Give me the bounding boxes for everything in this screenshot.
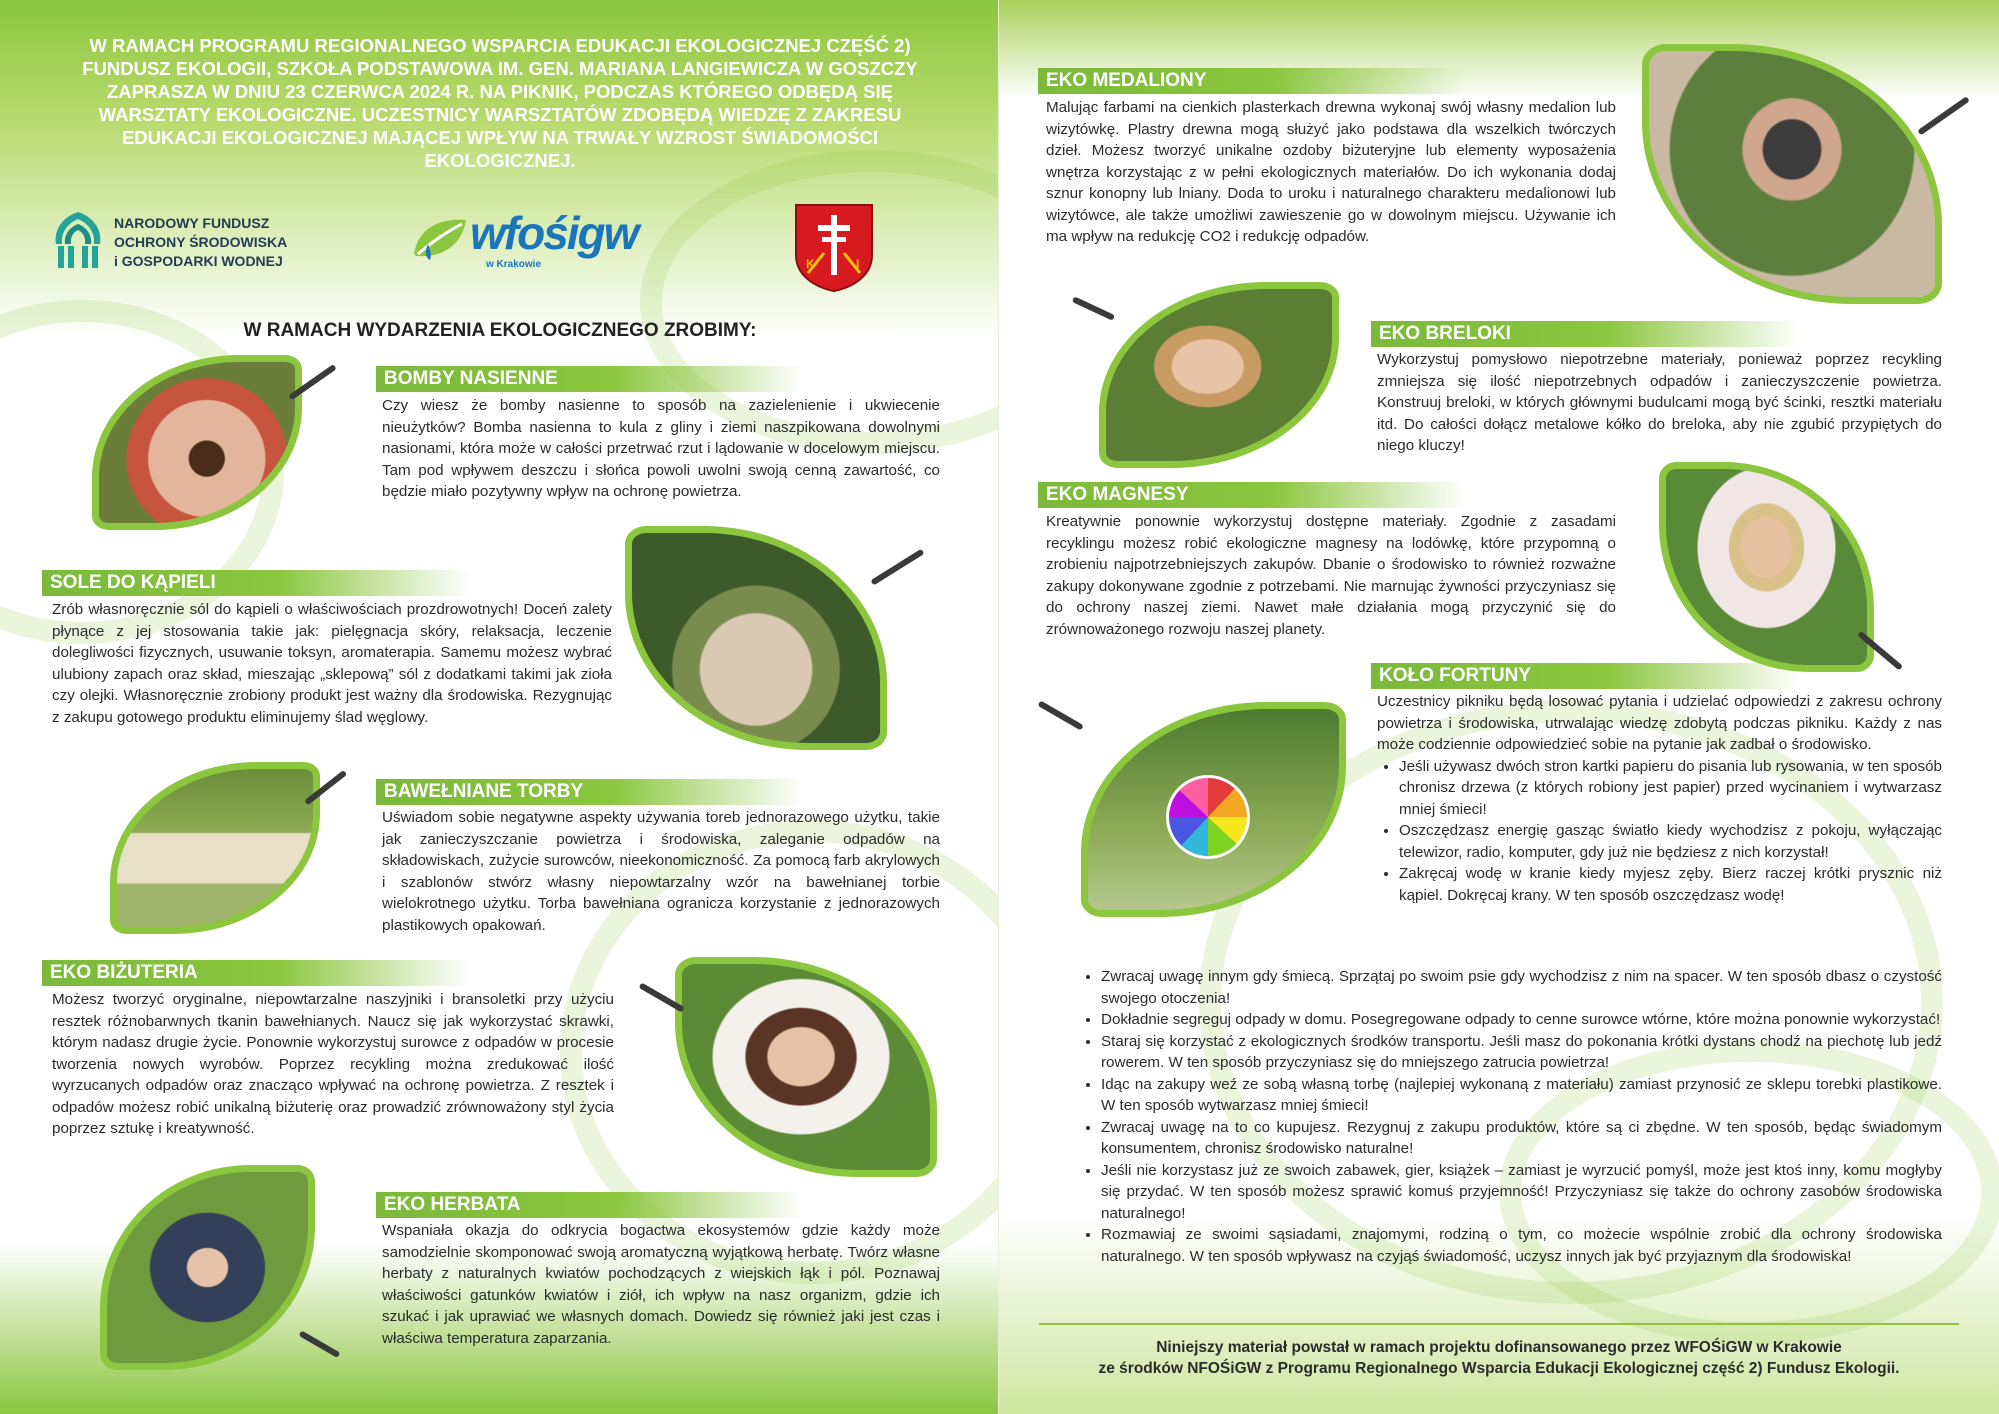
section-title-kolo: KOŁO FORTUNY [1371, 663, 1799, 689]
footer-line-1: Niniejszy materiał powstał w ramach projektu dofinansowanego przez WFOŚiGW w Krakowie [1156, 1339, 1842, 1356]
photo-eco-magnets [1659, 462, 1874, 672]
leaf-stem [299, 1330, 341, 1358]
leaf-stem [870, 549, 924, 586]
tip-item: • Jeśli nie korzystasz już ze swoich zabawek, gier, książek – zamiast je wyrzucić pomyśl, może jest ktoś inny, komu mogłyby się przydać. W ten sposób możesz sprawić komuś przyjemność! Przyczyniasz się także do ochrony zasobów środowiska naturalnego! [1101, 1160, 1942, 1225]
section-title-herbata: EKO HERBATA [376, 1192, 804, 1218]
footer-line-2: ze środków NFOŚiGW z Programu Regionalnego Wsparcia Edukacji Ekologicznej część 2) Fundusz Ekologii. [1098, 1360, 1900, 1377]
invitation-header: W RAMACH PROGRAMU REGIONALNEGO WSPARCIA EDUKACJI EKOLOGICZNEJ CZĘŚĆ 2) FUNDUSZ EKOLOGII, SZKOŁA PODSTAWOWA IM. GEN. MARIANA LANGIEWICZA W GOSZCZY ZAPRASZA W DNIU 23 CZERWCA 2024 R. NA PIKNIK, PODCZAS KTÓREGO ODBĘDĄ SIĘ WARSZTATY EKOLOGICZNE. UCZESTNICY WARSZTATÓW ZDOBĘDĄ WIEDZĘ Z ZAKRESU EDUKACJI EKOLOGICZNEJ MAJĄCEJ WPŁYW NA TRWAŁY WZROST ŚWIADOMOŚCI EKOLOGICZNEJ. [82, 35, 918, 171]
photo-eco-keychains [1099, 282, 1339, 468]
section-title-magnesy: EKO MAGNESY [1038, 482, 1466, 508]
section-body-magnesy: Kreatywnie ponownie wykorzystuj dostępne materiały. Zgodnie z zasadami recyklingu możesz robić ekologiczne magnesy na lodówkę, które przypomną o zrobieniu najpotrzebniejszych zakupów. Dbanie o środowisko to również rozważne zakupy dokonywane zgodnie z potrzebami. Nie marnując żywności przyczyniasz się do ochrony naszej ziemi. Nawet małe działania mogą przyczynić się do zrównoważonego rozwoju naszej planety. [1046, 513, 1616, 638]
section-title-torby: BAWEŁNIANE TORBY [376, 779, 804, 805]
funding-footer [1039, 1337, 1959, 1379]
nfos-logo-text: NARODOWY FUNDUSZ OCHRONY ŚRODOWISKA i GOSPODARKI WODNEJ [114, 215, 288, 269]
section-body-medaliony: Malując farbami na cienkich plasterkach drewna wykonaj swój własny medalion lub wizytówkę. Plastry drewna mogą służyć jako podstawa dla wszelkich twórczych dzieł. Możesz tworzyć unikalne ozdoby biżuteryjne lub elementy wyposażenia wnętrza korzystając z w pełni ekologicznych materiałów. Do ich wykonania dodaj sznur konopny lub lniany. Doda to uroku i naturalnego charakteru medalionowi lub wizytówce, ale także umożliwi zawieszenie go w dowolnym miejscu. Używanie ich ma wpływ na redukcję CO2 i redukcję odpadów. [1046, 99, 1616, 245]
tip-item: • Zwracaj uwagę innym gdy śmiecą. Sprzątaj po swoim psie gdy wychodzisz z nim na spacer. W ten sposób dbasz o czystość swojego otoczenia! [1101, 966, 1942, 1009]
wheel-of-fortune-icon [1166, 775, 1250, 859]
section-body-bizuteria: Możesz tworzyć oryginalne, niepowtarzalne naszyjniki i bransoletki przy użyciu resztek różnobarwnych tkanin bawełnianych. Naucz się jak wykorzystać skrawki, którym nadasz drugie życie. Ponownie wykorzystuj surowce z odpadów w procesie tworzenia nowych wyrobów. Poprzez recykling można zredukować ilość wyrzucanych odpadów oraz znacząco wpływać na ochronę powietrza. Z resztek i odpadów możesz robić unikalną biżuterię oraz prowadzić zrównoważony styl życia poprzez sztukę i kreatywność. [52, 991, 614, 1137]
coat-letter-k: K [806, 257, 815, 271]
photo-eco-tea [100, 1165, 315, 1370]
photo-eco-medallions [1642, 44, 1942, 304]
nfos-logo-icon [50, 210, 106, 270]
tip-item: • Jeśli używasz dwóch stron kartki papieru do pisania lub rysowania, w ten sposób chronisz drzewa (z których robiony jest papier) przed wycinaniem i wytwarzasz mniej śmieci! [1399, 756, 1942, 821]
photo-bath-salt-workshop [625, 526, 887, 750]
kolo-intro: Uczestnicy pikniku będą losować pytania i udzielać odpowiedzi z zakresu ochrony powietrza i środowiska, utrwalając wiedzę zdobytą podczas pikniku. Każdy z nas może codziennie odpowiedzieć sobie na pytanie jak zadbał o środowisko. [1377, 693, 1942, 753]
tip-item: • Dokładnie segreguj odpady w domu. Posegregowane odpady to cenne surowce wtórne, które można ponownie wykorzystać! [1101, 1009, 1942, 1031]
tip-item: • Idąc na zakupy weź ze sobą własną torbę (najlepiej wykonaną z materiału) zamiast przynosić ze sklepu torebki plastikowe. W ten sposób wytwarzasz mniej śmieci! [1101, 1074, 1942, 1117]
section-title-breloki: EKO BRELOKI [1371, 321, 1799, 347]
section-title-medaliony: EKO MEDALIONY [1038, 68, 1466, 94]
leaf-stem [1917, 96, 1970, 135]
wfos-leaf-icon [410, 214, 470, 264]
section-title-bizuteria: EKO BIŻUTERIA [42, 960, 470, 986]
tip-item: • Zwracaj uwagę na to co kupujesz. Rezygnuj z zakupu produktów, które są ci zbędne. W ten sposób, będąc świadomym konsumentem, chronisz środowisko naturalne! [1101, 1117, 1942, 1160]
tip-item: • Rozmawiaj ze swoimi sąsiadami, znajomymi, rodziną o tym, co możecie wspólnie zrobić dla ochrony środowiska naturalnego. W ten sposób wpływasz na czyjąś świadomość, uczysz innych jak być przyjaznym dla środowiska! [1101, 1224, 1942, 1267]
wfos-logo-subtitle: w Krakowie [486, 259, 542, 270]
section-body-breloki: Wykorzystuj pomysłowo niepotrzebne materiały, ponieważ poprzez recykling zmniejsza się ilość niepotrzebnych odpadów i zanieczyszczenie powietrza. Konstruuj breloki, w których głównymi budulcami mogą być ścinki, resztki materiału itd. Do całości dołącz metalowe kółko do breloka, aby nie zgubić przypiętych do niego kluczy! [1377, 351, 1942, 454]
tip-item: • Staraj się korzystać z ekologicznych środków transportu. Jeśli masz do pokonania krótki dystans chodź na piechotę lub jedź rowerem. W ten sposób przyczyniasz się do mniejszego zatrucia powietrza! [1101, 1031, 1942, 1074]
section-body-kolo-wide [1079, 966, 1942, 1267]
coat-of-arms [794, 203, 874, 293]
footer-divider [1039, 1323, 1959, 1325]
tip-item: • Zakręcaj wodę w kranie kiedy myjesz zęby. Bierz raczej krótki prysznic niż kąpiel. Dokręcaj krany. W ten sposób oszczędzasz wodę! [1399, 863, 1942, 906]
photo-cotton-bags [110, 762, 320, 934]
tip-item: • Oszczędzasz energię gasząc światło kiedy wychodzisz z pokoju, wyłączając telewizor, radio, komputer, gdy już nie będziesz z nich korzystał! [1399, 820, 1942, 863]
section-body-kolo [1377, 691, 1942, 906]
tips-list-narrow [1377, 756, 1942, 907]
tips-list-wide [1079, 966, 1942, 1267]
right-page [999, 0, 1999, 1414]
section-body-torby: Uświadom sobie negatywne aspekty używania toreb jednorazowego użytku, takie jak zanieczyszczanie powietrza i środowiska, zaleganie odpadów na składowiskach, zużycie surowców, nieekonomiczność. Za pomocą farb akrylowych i szablonów stwórz własny niepowtarzalny wzór na bawełnianej torbie wielokrotnego użytku. Torba bawełniana ogranicza korzystanie z jednorazowych plastikowych opakowań. [382, 809, 940, 934]
coat-letter-i: I [856, 257, 860, 271]
section-title-sole: SOLE DO KĄPIELI [42, 570, 470, 596]
section-body-herbata: Wspaniała okazja do odkrycia bogactwa ekosystemów gdzie każdy może samodzielnie skomponować swoją aromatyczną wyjątkową herbatę. Twórz własne herbaty z naturalnych kwiatów pochodzących z wiejskich łąk i pól. Poznawaj właściwości gatunków kwiatów i ziół, ich wpływ na nasz organizm, gdzie ich szukać i jak uprawiać we własnych domach. Dowiedz się również jaki jest czas i właściwa temperatura zaparzania. [382, 1222, 940, 1347]
section-body-sole: Zrób własnoręcznie sól do kąpieli o właściwościach prozdrowotnych! Doceń zalety płynące z jej stosowania takie jak: pielęgnacja skóry, relaksacja, leczenie dolegliwości fizycznych, usuwanie toksyn, aromaterapia. Samemu możesz wybrać ulubiony zapach oraz skład, mieszając „sklepową” sól z dodatkami takimi jak zioła czy olejki. Własnoręcznie zrobiony produkt jest ważny dla środowiska. Rezygnując z zakupu gotowego produktu eliminujemy ślad węglowy. [52, 601, 612, 726]
event-title: W RAMACH WYDARZENIA EKOLOGICZNEGO ZROBIMY: [243, 320, 757, 341]
section-body-bomby: Czy wiesz że bomby nasienne to sposób na zazielenienie i ukwiecenie nieużytków? Bomba nasienna to kula z gliny i ziemi naszpikowana dowolnymi nasionami, która może w całości przetrwać rzut i lądowanie w docelowym miejscu. Tam pod wpływem deszczu i słońca powoli uwolni swoją cenną zawartość, co będzie miało pozytywny wpływ na ochronę powietrza. [382, 397, 940, 500]
leaf-stem [1072, 296, 1115, 320]
section-title-bomby: BOMBY NASIENNE [376, 366, 804, 392]
wfos-logo-name: wfośigw [470, 207, 638, 259]
leaf-stem [1038, 700, 1084, 730]
